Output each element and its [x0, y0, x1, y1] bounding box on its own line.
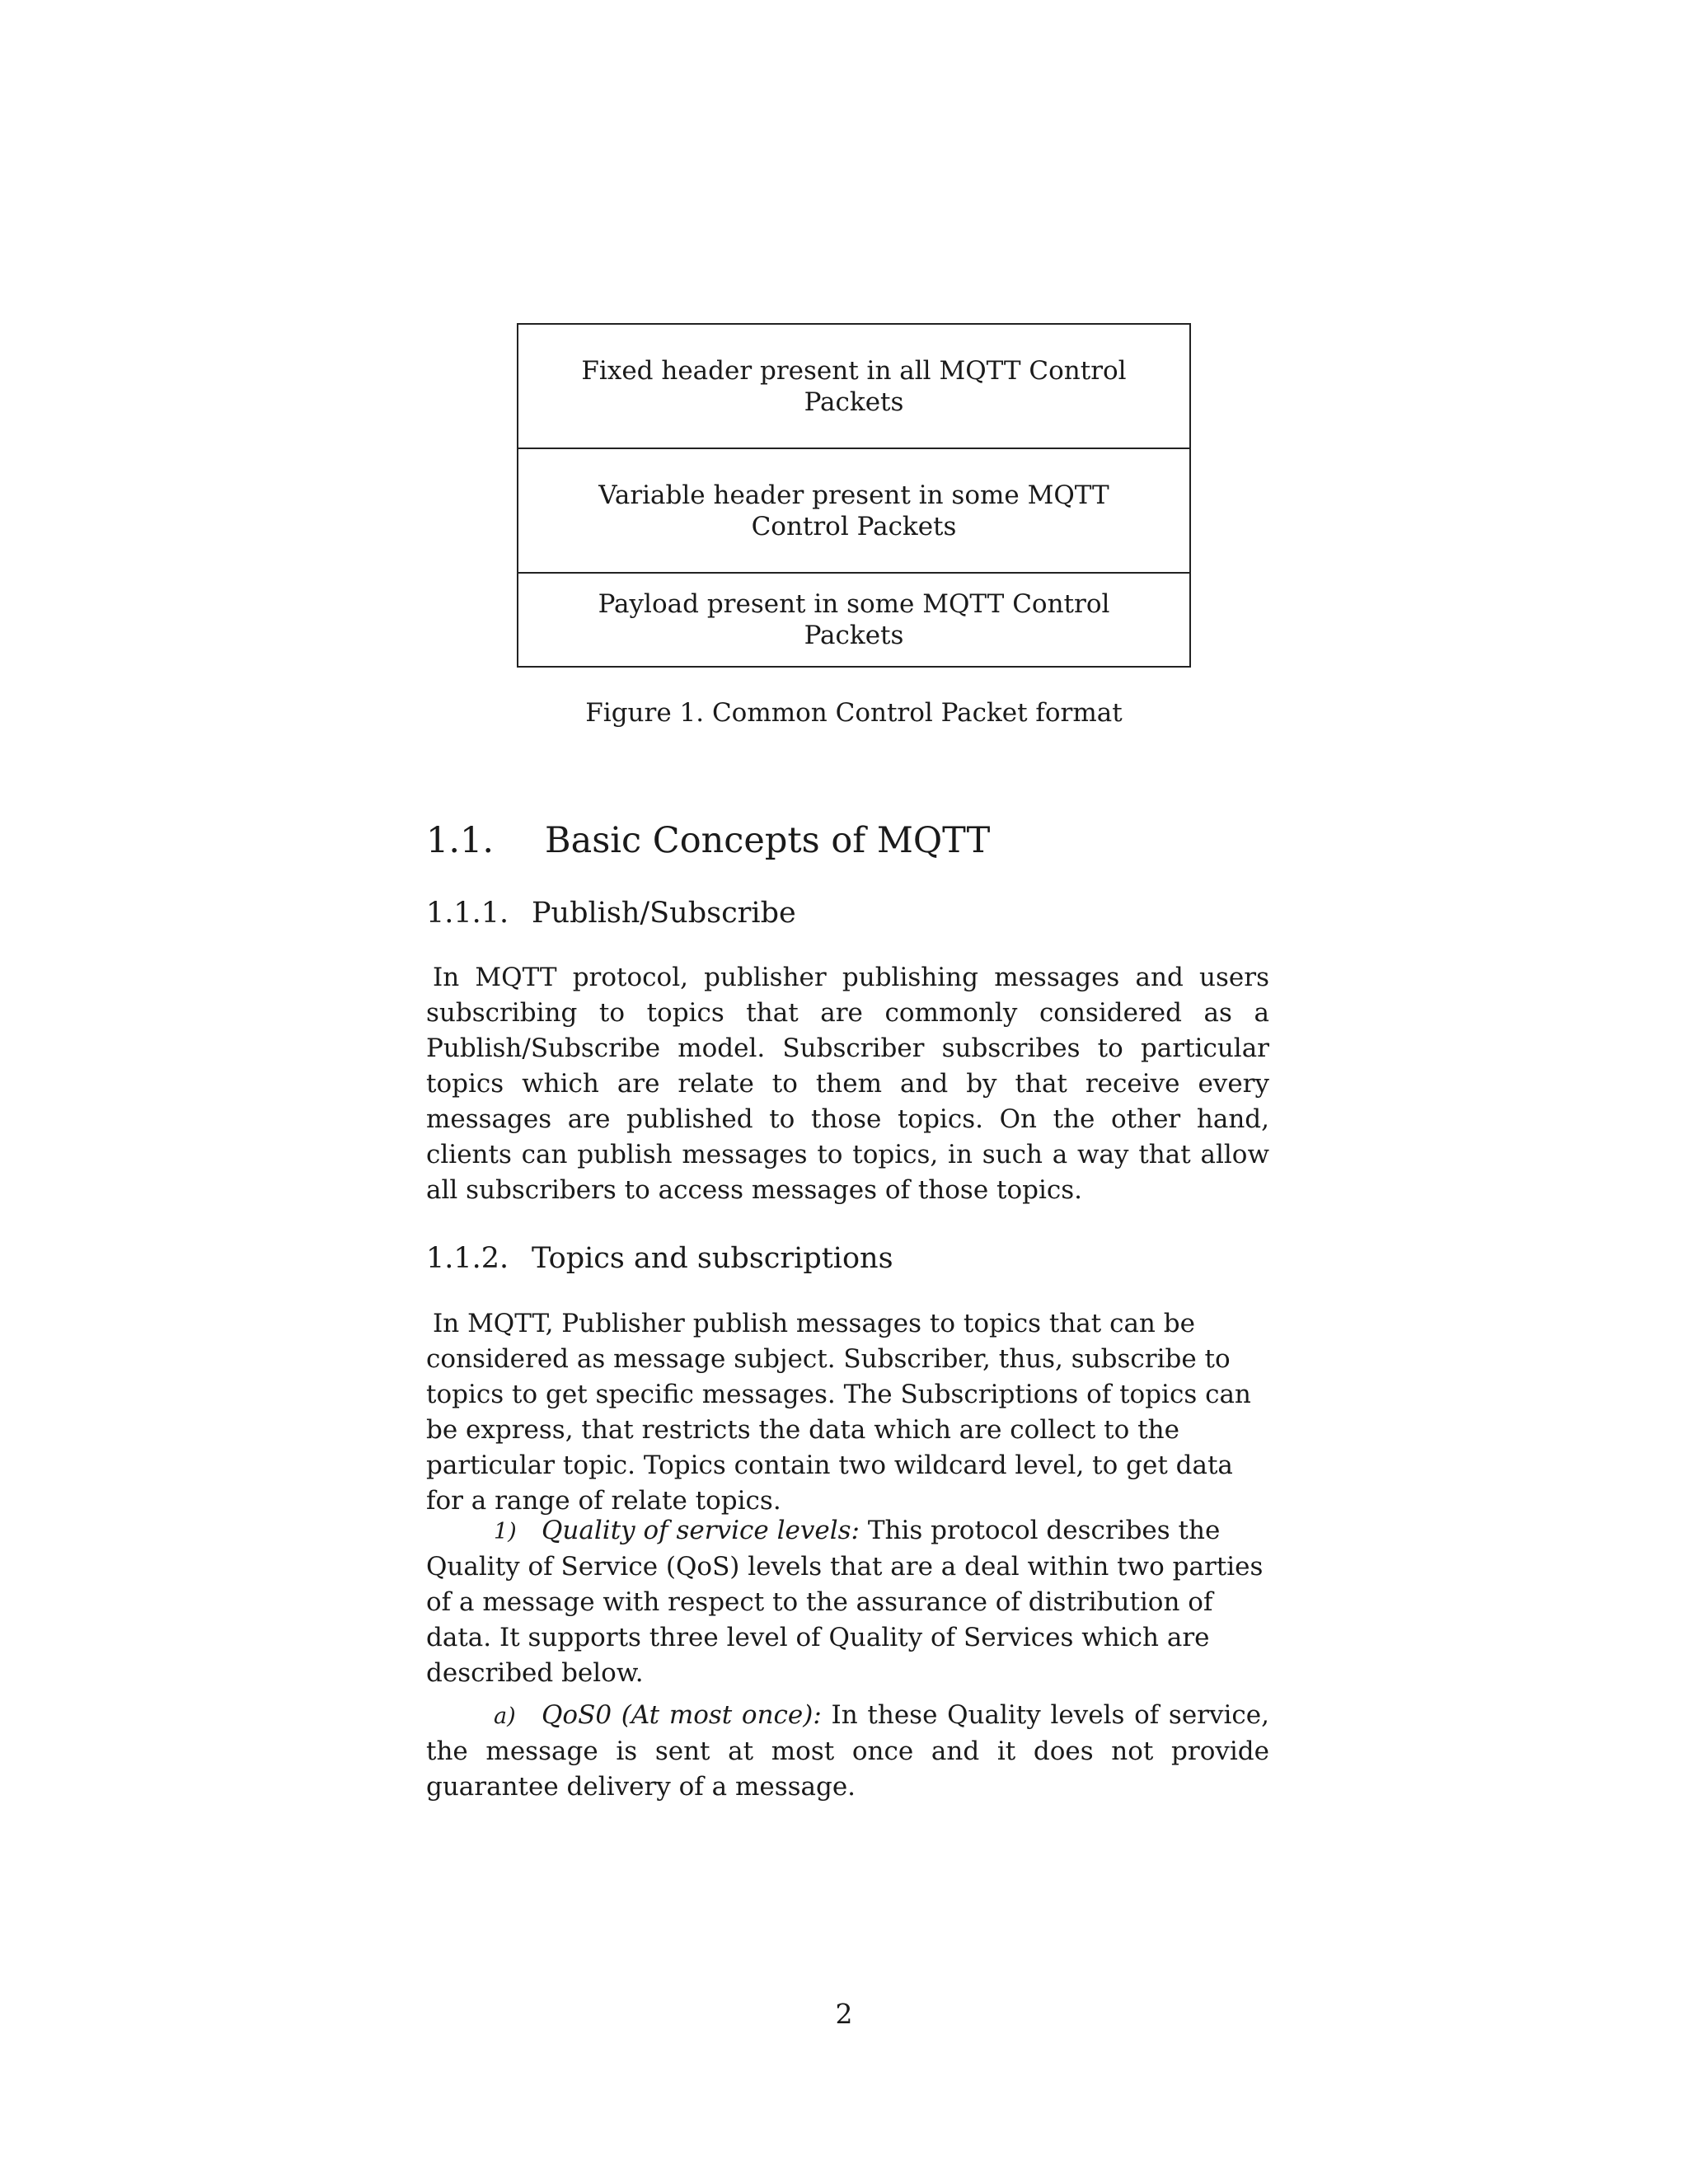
list-item-label: Quality of service levels: [542, 1516, 860, 1545]
list-marker: a) [494, 1704, 516, 1729]
payload-text: Payload present in some MQTT Control Packets [598, 589, 1110, 650]
list-marker: 1) [494, 1519, 517, 1544]
payload-cell [518, 574, 1189, 666]
list-item-qos0 [426, 1698, 1269, 1805]
subsection-title: Publish/Subscribe [532, 897, 796, 930]
list-item-text: This protocol describes the Quality of Service (QoS) levels that are a deal within two parties of a message with respect to the assurance of distribution of data. It supports three level of Quality of Services which are described below. [426, 1516, 1264, 1688]
publish-subscribe-paragraph: In MQTT protocol, publisher publishing messages and users subscribing to topics that are commonly considered as a Publish/Subscribe model. Subscriber subscribes to particular topics which are relate to them and by that receive every messages are published to those topics. On the other hand, clients can publish messages to topics, in such a way that allow all subscribers to access messages of those topics. [426, 963, 1269, 1205]
section-heading [426, 819, 990, 862]
section-title: Basic Concepts of MQTT [545, 820, 991, 861]
list-item-label: QoS0 (At most once): [542, 1700, 822, 1730]
subsection-number: 1.1.2. [426, 1242, 509, 1275]
figure-caption: Figure 1. Common Control Packet format [585, 698, 1123, 728]
list-item-qos-levels [426, 1513, 1269, 1691]
subsection-heading-topics [426, 1241, 893, 1276]
fixed-header-text: Fixed header present in all MQTT Control Packets [581, 355, 1127, 417]
section-number: 1.1. [426, 820, 495, 861]
subsection-title: Topics and subscriptions [532, 1242, 893, 1275]
subsection-heading-publish-subscribe [426, 896, 796, 930]
subsection-number: 1.1.1. [426, 897, 509, 930]
fixed-header-cell [518, 325, 1189, 449]
page-number: 2 [835, 1998, 853, 2030]
variable-header-text: Variable header present in some MQTT Control Packets [598, 480, 1109, 541]
topics-paragraph: In MQTT, Publisher publish messages to topics that can be considered as message subject. Subscriber, thus, subscribe to topics to get specific messages. The Subscriptions of topics can be express, that restricts the data which are collect to the particular topic. Topics contain two wildcard level, to get data for a range of relate topics. [426, 1309, 1251, 1516]
list-item-text: In these Quality levels of service, the message is sent at most once and it does not provide guarantee delivery of a message. [426, 1700, 1269, 1802]
variable-header-cell [518, 449, 1189, 574]
packet-format-figure [517, 323, 1191, 668]
